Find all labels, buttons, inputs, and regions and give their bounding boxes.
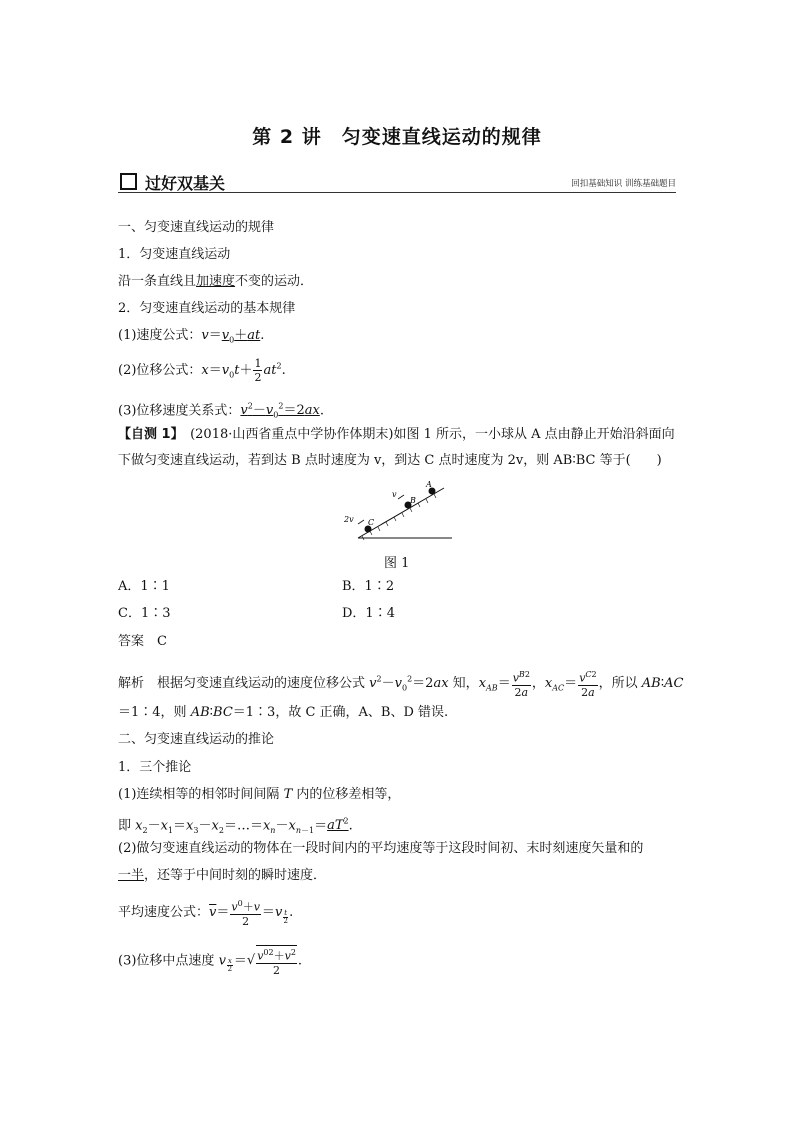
section-rule xyxy=(118,192,676,193)
figure-caption: 图 1 xyxy=(384,556,410,571)
page-title: 第 2 讲 匀变速直线运动的规律 xyxy=(252,126,542,148)
inference-1: (1)连续相等的相邻时间间隔 T 内的位移差相等， xyxy=(118,787,401,802)
svg-text:A: A xyxy=(426,480,432,489)
part1-item2: 2．匀变速直线运动的基本规律 xyxy=(118,301,296,316)
part1-item1: 1．匀变速直线运动 xyxy=(118,247,231,262)
option-a: A．1∶1 xyxy=(118,579,170,594)
velocity-displacement-formula: (3)位移速度关系式：$v^2-v_0^2=2ax$. xyxy=(118,402,324,420)
part2-heading: 二、匀变速直线运动的推论 xyxy=(118,732,275,747)
definition-line: 沿一条直线且加速度不变的运动． xyxy=(118,274,314,289)
section-header xyxy=(118,171,676,193)
svg-text:2v: 2v xyxy=(344,515,354,524)
svg-text:B: B xyxy=(410,496,416,505)
option-d: D．1∶4 xyxy=(342,606,395,621)
inference-2-line1: (2)做匀变速直线运动的物体在一段时间内的平均速度等于这段时间初、末时刻速度矢量和的 xyxy=(118,841,644,856)
analysis-line-1: 解析 根据匀变速直线运动的速度位移公式 $v^2-v_0^2=2ax$ 知，$x_{AB}=$ $\frac{v^{B2}}{2a}$ ，$x_{AC}=$ $\frac{v^{C2}}{2a}$ ，所以 AB∶AC xyxy=(118,670,684,699)
inference-2-line2: 一半，还等于中间时刻的瞬时速度． xyxy=(118,868,327,883)
svg-text:v: v xyxy=(392,490,397,499)
section-title: 过好双基关 xyxy=(145,174,226,193)
midpoint-velocity-formula: (3)位移中点速度 v $_{\frac{x}{2}}$ ＝√ $\frac{v^{02}+v^2}{2}$ . xyxy=(118,945,302,977)
answer: 答案 C xyxy=(118,634,167,649)
part2-item1: 1．三个推论 xyxy=(118,760,192,775)
incline-figure xyxy=(340,478,455,544)
section-subtitle: 回扣基础知识 训练基础题目 xyxy=(571,179,676,189)
inference-1-formula: 即 $x_2-x_1=x_3-x_2=\dots=x_n-x_{n-1}=aT^2$. xyxy=(118,817,353,835)
question-line-1: 【自测 1】 (2018·山西省重点中学协作体期末)如图 1 所示，一小球从 A 点由静止开始沿斜面向 xyxy=(118,427,675,442)
part1-heading: 一、匀变速直线运动的规律 xyxy=(118,220,275,235)
option-c: C．1∶3 xyxy=(118,606,171,621)
svg-text:C: C xyxy=(368,518,375,527)
option-b: B．1∶2 xyxy=(342,579,395,594)
analysis-line-2: ＝1∶4，则 AB∶BC＝1∶3，故 C 正确，A、B、D 错误. xyxy=(118,705,449,720)
displacement-formula: (2)位移公式：$x=v_0t+$ $\frac{1}{2}$ $at^2$. xyxy=(118,357,286,384)
question-line-2: 下做匀变速直线运动，若到达 B 点时速度为 v，到达 C 点时速度为 2v，则 AB∶BC 等于( ) xyxy=(118,453,662,468)
average-velocity-formula: 平均速度公式：$\overline{v}=$ $\frac{v^0+v}{2}$ ＝v $_{\frac{t}{2}}$ . xyxy=(118,899,294,928)
velocity-formula: (1)速度公式：$v=v_0+at$. xyxy=(118,328,265,345)
